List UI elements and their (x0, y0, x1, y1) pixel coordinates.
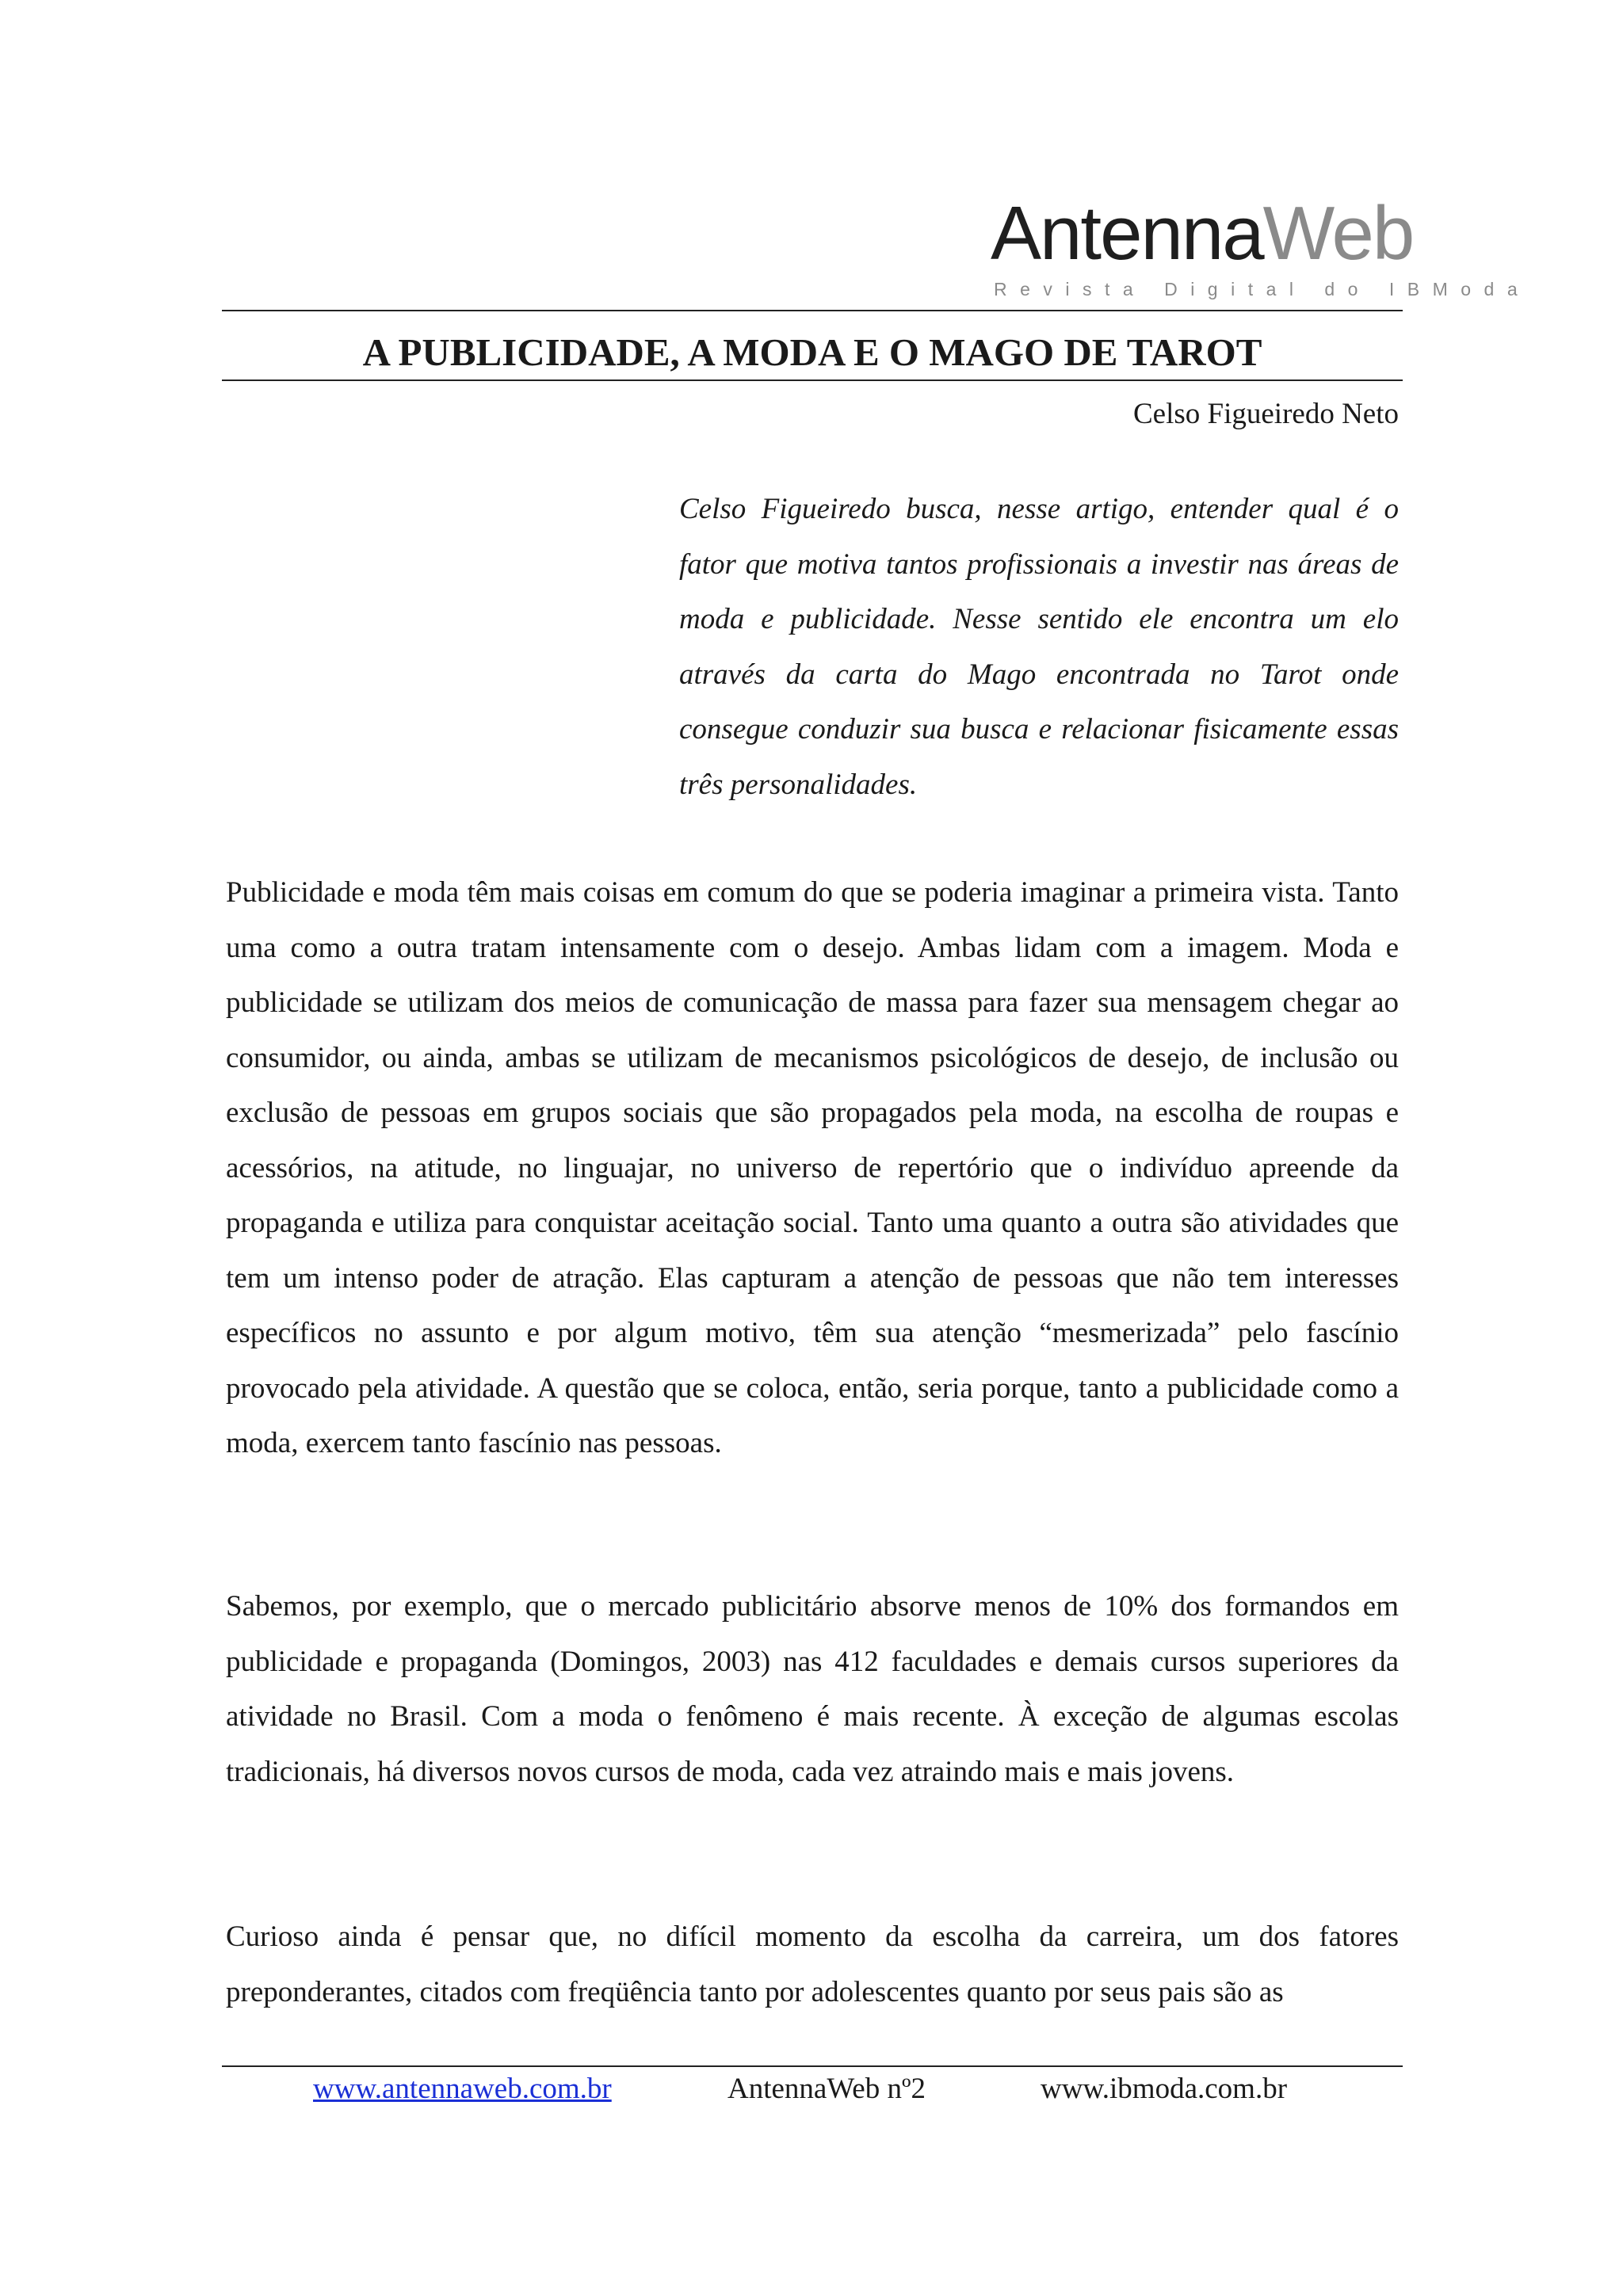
logo-word-web: Web (1262, 191, 1414, 276)
footer-rule (222, 2065, 1403, 2067)
logo-wordmark (991, 190, 1413, 277)
logo-subtitle: Revista Digital do IBModa (994, 279, 1531, 299)
article-abstract: Celso Figueiredo busca, nesse artigo, entender qual é o fator que motiva tantos profissionais a investir nas áreas de moda e publicidade. Nesse sentido ele encontra um elo através da carta do Mago encontrada no Tarot onde consegue conduzir sua busca e relacionar fisicamente essas três personalidades. (679, 493, 1399, 801)
antennaweb-logo (991, 190, 1531, 309)
article-author: Celso Figueiredo Neto (1132, 398, 1399, 430)
header-top-rule (222, 310, 1403, 311)
footer-issue-label: AntennaWeb nº2 (727, 2073, 926, 2105)
logo-word-antenna: Antenna (991, 191, 1263, 276)
footer-antennaweb-link[interactable]: www.antennaweb.com.br (313, 2073, 612, 2105)
body-paragraph-3: Curioso ainda é pensar que, no difícil momento da escolha da carreira, um dos fatores preponderantes, citados com freqüência tanto por adolescentes quanto por seus pais são as (226, 1920, 1399, 2008)
article-title: A PUBLICIDADE, A MODA E O MAGO DE TAROT (362, 330, 1262, 374)
title-bottom-rule (222, 379, 1403, 381)
body-paragraph-1: Publicidade e moda têm mais coisas em comum do que se poderia imaginar a primeira vista. Tanto uma como a outra tratam intensamente com o desejo. Ambas lidam com a imagem. Moda e publicidade se utilizam dos meios de comunicação de massa para fazer sua mensagem chegar ao consumidor, ou ainda, ambas se utilizam de mecanismos psicológicos de desejo, de inclusão ou exclusão de pessoas em grupos sociais que são propagados pela moda, na escolha de roupas e acessórios, na atitude, no linguajar, no universo de repertório que o indivíduo apreende da propaganda e utiliza para conquistar aceitação social. Tanto uma quanto a outra são atividades que tem um intenso poder de atração. Elas capturam a atenção de pessoas que não tem interesses específicos no assunto e por algum motivo, têm sua atenção “mesmerizada” pelo fascínio provocado pela atividade. A questão que se coloca, então, seria porque, tanto a publicidade como a moda, exercem tanto fascínio nas pessoas. (226, 876, 1399, 1459)
body-paragraph-2: Sabemos, por exemplo, que o mercado publicitário absorve menos de 10% dos formandos em publicidade e propaganda (Domingos, 2003) nas 412 faculdades e demais cursos superiores da atividade no Brasil. Com a moda o fenômeno é mais recente. À exceção de algumas escolas tradicionais, há diversos novos cursos de moda, cada vez atraindo mais e mais jovens. (226, 1590, 1399, 1788)
footer-ibmoda-site: www.ibmoda.com.br (1041, 2073, 1288, 2105)
